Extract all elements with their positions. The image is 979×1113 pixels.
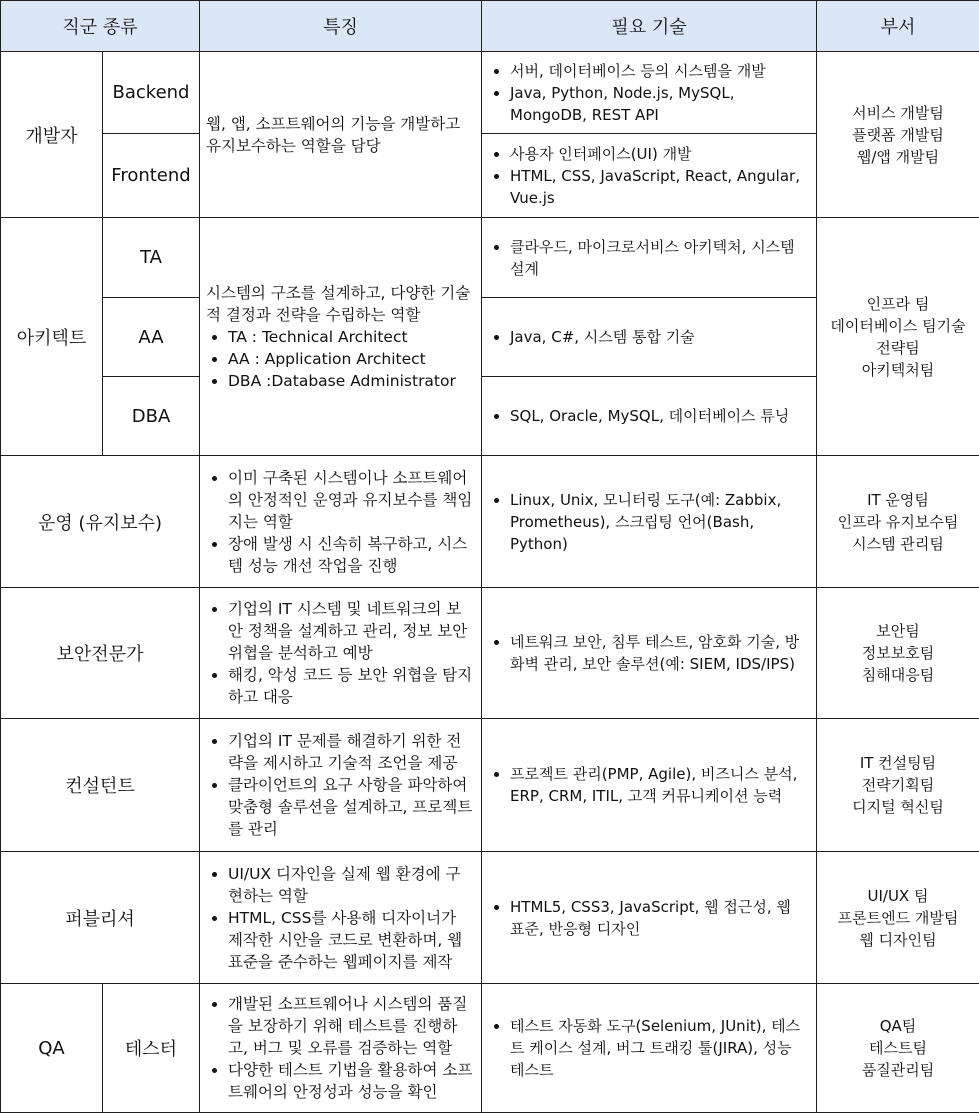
- list-item: • TA : Technical Architect: [228, 326, 475, 348]
- skills-consultant: [482, 719, 817, 852]
- department-item: 인프라 팀: [866, 294, 930, 313]
- category-publisher: 퍼블리셔: [1, 852, 200, 984]
- list-item: • 개발된 소프트웨어나 시스템의 품질을 보장하기 위해 테스트를 진행하고, 버그 및 오류를 검증하는 역할: [228, 993, 475, 1059]
- header-feature: 특징: [200, 1, 482, 52]
- category-consultant: 컨설턴트: [1, 719, 200, 852]
- header-row: [1, 1, 979, 52]
- department-item: 침해대응팀: [861, 666, 935, 684]
- sub-ta: TA: [103, 218, 200, 298]
- feature-security: [200, 588, 482, 719]
- category-operations: 운영 (유지보수): [1, 456, 200, 588]
- table-row-architect-ta: [1, 218, 979, 298]
- feature-developer: [200, 52, 482, 218]
- department-item: 데이터베이스 팀기술: [830, 316, 966, 335]
- list-item: • Java, C#, 시스템 통합 기술: [510, 326, 810, 348]
- list-item: • 서버, 데이터베이스 등의 시스템을 개발: [510, 60, 810, 82]
- category-developer: 개발자: [1, 52, 103, 218]
- table-row-operations: [1, 456, 979, 588]
- department-item: 인프라 유지보수팀: [837, 512, 959, 531]
- sub-aa: AA: [103, 298, 200, 377]
- departments-operations: [817, 456, 979, 588]
- list-item: • 다양한 테스트 기법을 활용하여 소프트웨어의 안정성과 성능을 확인: [228, 1059, 475, 1103]
- category-architect: 아키텍트: [1, 218, 103, 456]
- table-row-publisher: [1, 852, 979, 984]
- list-item: • 해킹, 악성 코드 등 보안 위협을 탐지하고 대응: [228, 664, 475, 708]
- feature-publisher: [200, 852, 482, 984]
- table-row-consultant: [1, 719, 979, 852]
- list-item: • 클라우드, 마이크로서비스 아키텍처, 시스템 설계: [510, 236, 810, 280]
- list-item: • 기업의 IT 시스템 및 네트워크의 보안 정책을 설계하고 관리, 정보 보안 위협을 분석하고 예방: [228, 598, 475, 664]
- department-item: IT 컨설팅팀: [859, 754, 937, 772]
- department-item: UI/UX 팀: [867, 886, 929, 905]
- skills-qa: [482, 984, 817, 1113]
- list-item: • 프로젝트 관리(PMP, Agile), 비즈니스 분석, ERP, CRM, ITIL, 고객 커뮤니케이션 능력: [510, 763, 810, 807]
- list-item: • UI/UX 디자인을 실제 웹 환경에 구현하는 역할: [228, 863, 475, 907]
- department-item: 아키텍처팀: [861, 360, 935, 379]
- list-item: • HTML, CSS, JavaScript, React, Angular, Vue.js: [510, 165, 810, 209]
- table-row-security: [1, 588, 979, 719]
- list-item: • HTML5, CSS3, JavaScript, 웹 접근성, 웹 표준, 반응형 디자인: [510, 896, 810, 940]
- skills-operations: [482, 456, 817, 588]
- header-department: 부서: [817, 1, 979, 52]
- department-item: 시스템 관리팀: [852, 534, 944, 553]
- list-item: • AA : Application Architect: [228, 348, 475, 370]
- category-qa: QA: [1, 984, 103, 1113]
- department-item: 전략팀: [876, 338, 920, 357]
- departments-publisher: [817, 852, 979, 984]
- sub-backend: Backend: [103, 52, 200, 134]
- skills-security: [482, 588, 817, 719]
- departments-security: [817, 588, 979, 719]
- list-item: • SQL, Oracle, MySQL, 데이터베이스 튜닝: [510, 405, 810, 427]
- header-skills: 필요 기술: [482, 1, 817, 52]
- list-item: • Linux, Unix, 모니터링 도구(예: Zabbix, Prometheus), 스크립팅 언어(Bash, Python): [510, 489, 810, 555]
- feature-architect: [200, 218, 482, 456]
- skills-backend: [482, 52, 817, 134]
- skills-dba: [482, 377, 817, 456]
- feature-consultant: [200, 719, 482, 852]
- department-item: 웹/앱 개발팀: [856, 147, 940, 166]
- department-item: 웹 디자인팀: [859, 930, 937, 949]
- skills-publisher: [482, 852, 817, 984]
- list-item: • 사용자 인터페이스(UI) 개발: [510, 143, 810, 165]
- feature-text: 웹, 앱, 소프트웨어의 기능을 개발하고 유지보수하는 역할을 담당: [206, 114, 461, 155]
- header-job-type: 직군 종류: [1, 1, 200, 52]
- departments-consultant: [817, 719, 979, 852]
- table-row-qa: [1, 984, 979, 1113]
- departments-qa: [817, 984, 979, 1113]
- list-item: • 네트워크 보안, 침투 테스트, 암호화 기술, 방화벽 관리, 보안 솔루션(예: SIEM, IDS/IPS): [510, 631, 810, 675]
- list-item: • HTML, CSS를 사용해 디자이너가 제작한 시안을 코드로 변환하며, 웹 표준을 준수하는 웹페이지를 제작: [228, 907, 475, 973]
- sub-tester: 테스터: [103, 984, 200, 1113]
- department-item: 플랫폼 개발팀: [852, 125, 944, 144]
- list-item: • 이미 구축된 시스템이나 소프트웨어의 안정적인 운영과 유지보수를 책임지는 역할: [228, 467, 475, 533]
- feature-operations: [200, 456, 482, 588]
- skills-frontend: [482, 134, 817, 218]
- list-item: • 기업의 IT 문제를 해결하기 위한 전략을 제시하고 기술적 조언을 제공: [228, 730, 475, 774]
- sub-frontend: Frontend: [103, 134, 200, 218]
- list-item: • 테스트 자동화 도구(Selenium, JUnit), 테스트 케이스 설계, 버그 트래킹 툴(JIRA), 성능 테스트: [510, 1015, 810, 1081]
- department-item: 프론트엔드 개발팀: [837, 908, 959, 927]
- departments-developer: [817, 52, 979, 218]
- feature-text: 시스템의 구조를 설계하고, 다양한 기술적 결정과 전략을 수립하는 역할: [206, 283, 471, 324]
- department-item: 서비스 개발팀: [852, 103, 944, 122]
- department-item: 정보보호팀: [861, 644, 935, 662]
- department-item: 보안팀: [876, 622, 920, 640]
- list-item: • 장애 발생 시 신속히 복구하고, 시스템 성능 개선 작업을 진행: [228, 533, 475, 577]
- table-row-developer-backend: [1, 52, 979, 134]
- department-item: 테스트팀: [869, 1039, 927, 1057]
- department-item: 품질관리팀: [861, 1061, 935, 1079]
- list-item: • DBA :Database Administrator: [228, 370, 475, 392]
- sub-dba: DBA: [103, 377, 200, 456]
- skills-ta: [482, 218, 817, 298]
- department-item: 전략기획팀: [861, 776, 935, 794]
- department-item: IT 운영팀: [867, 490, 929, 509]
- skills-aa: [482, 298, 817, 377]
- category-security: 보안전문가: [1, 588, 200, 719]
- list-item: • 클라이언트의 요구 사항을 파악하여 맞춤형 솔루션을 설계하고, 프로젝트를 관리: [228, 774, 475, 840]
- list-item: • Java, Python, Node.js, MySQL, MongoDB, REST API: [510, 82, 810, 126]
- department-item: 디지털 혁신팀: [852, 798, 944, 816]
- department-item: QA팀: [879, 1017, 917, 1035]
- departments-architect: [817, 218, 979, 456]
- feature-qa: [200, 984, 482, 1113]
